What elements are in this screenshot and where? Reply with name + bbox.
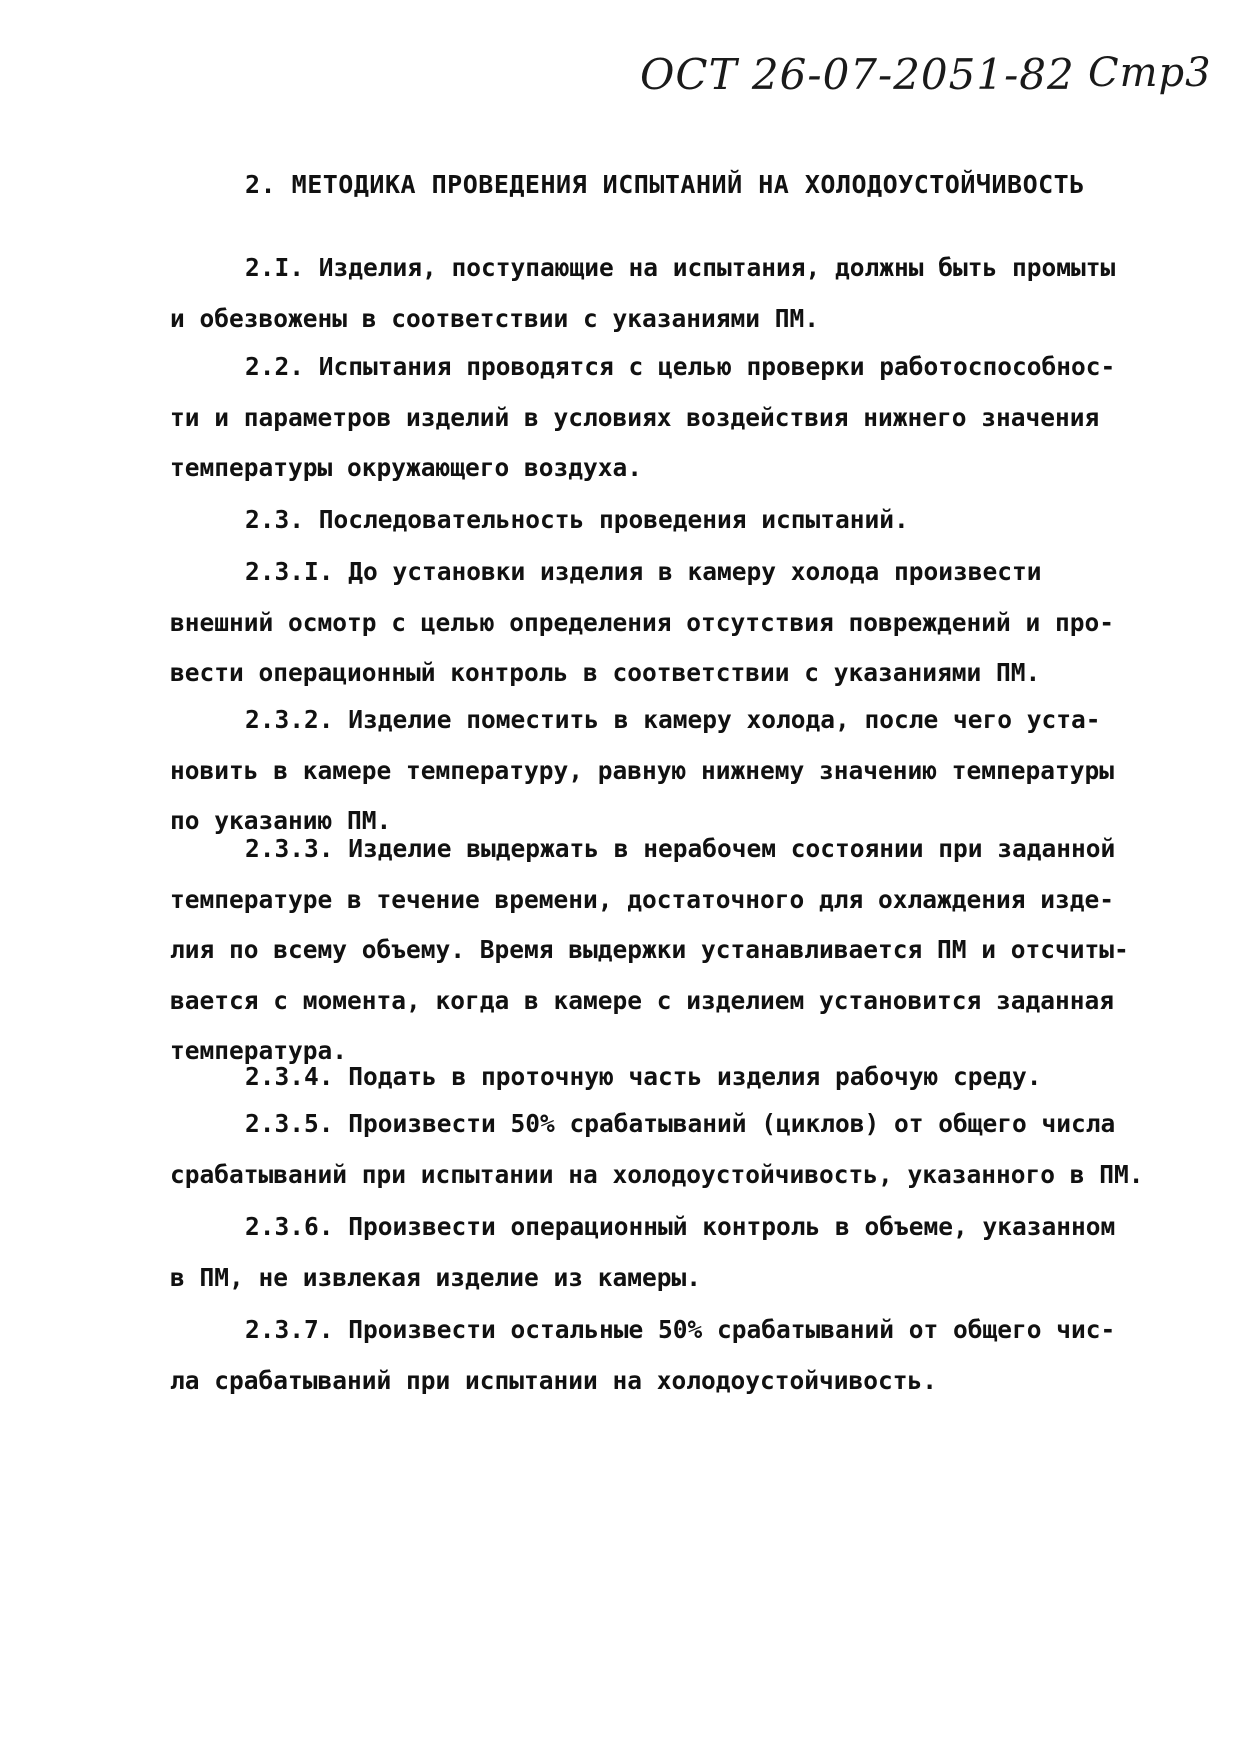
paragraph [170,1202,1115,1303]
text-line: 2.3.2. Изделие поместить в камеру холода, после чего уста- [245,705,1101,734]
text-line: ла срабатываний при испытании на холодоустойчивость. [170,1365,938,1395]
text-line: температуры окружающего воздуха. [170,453,643,482]
text-line: вести операционный контроль в соответствии с указаниями ПМ. [170,658,1041,687]
text-line: 2.2. Испытания проводятся с целью проверки работоспособнос- [245,352,1116,381]
paragraph [170,495,909,546]
text-line: 2.I. Изделия, поступающие на испытания, должны быть промыты [245,253,1116,282]
paragraph [170,243,1115,344]
page-number: Стр3 [1088,50,1212,96]
text-line: по указанию ПМ. [170,806,392,835]
text-line: температура. [170,1036,348,1065]
paragraph [170,342,1115,494]
text-line: 2.3.6. Произвести операционный контроль в объеме, указанном [245,1212,1116,1241]
text-line: и обезвожены в соответствии с указаниями ПМ. [170,303,820,333]
paragraph [170,824,1129,1077]
text-line: 2.3.I. До установки изделия в камеру холода произвести [245,557,1042,586]
text-line: новить в камере температуру, равную нижнему значению температуры [170,755,1115,785]
text-line: внешний осмотр с целью определения отсутствия повреждений и про- [170,607,1115,637]
text-line: срабатываний при испытании на холодоустойчивость, указанного в ПМ. [170,1159,1144,1189]
text-line: температуре в течение времени, достаточного для охлаждения изде- [170,884,1115,914]
text-line: 2.3.7. Произвести остальные 50% срабатываний от общего чис- [245,1315,1116,1344]
paragraph [170,547,1114,699]
text-line: 2.3.3. Изделие выдержать в нерабочем состоянии при заданной [245,834,1116,863]
text-line: 2.3. Последовательность проведения испытаний. [245,505,909,534]
document-code: ОСТ 26-07-2051-82 [640,50,1075,99]
text-line: вается с момента, когда в камере с изделием установится заданная [170,985,1115,1015]
paragraph [170,1099,1144,1200]
text-line: 2.3.4. Подать в проточную часть изделия рабочую среду. [245,1062,1042,1091]
text-line: в ПМ, не извлекая изделие из камеры. [170,1262,702,1292]
text-line: 2.3.5. Произвести 50% срабатываний (циклов) от общего числа [245,1109,1116,1138]
section-title: 2. МЕТОДИКА ПРОВЕДЕНИЯ ИСПЫТАНИЙ НА ХОЛОДОУСТОЙЧИВОСТЬ [245,170,1085,199]
text-line: лия по всему объему. Время выдержки устанавливается ПМ и отсчиты- [170,935,1129,964]
paragraph [170,1052,1042,1103]
paragraph [170,1305,1115,1406]
text-line: ти и параметров изделий в условиях воздействия нижнего значения [170,402,1100,432]
